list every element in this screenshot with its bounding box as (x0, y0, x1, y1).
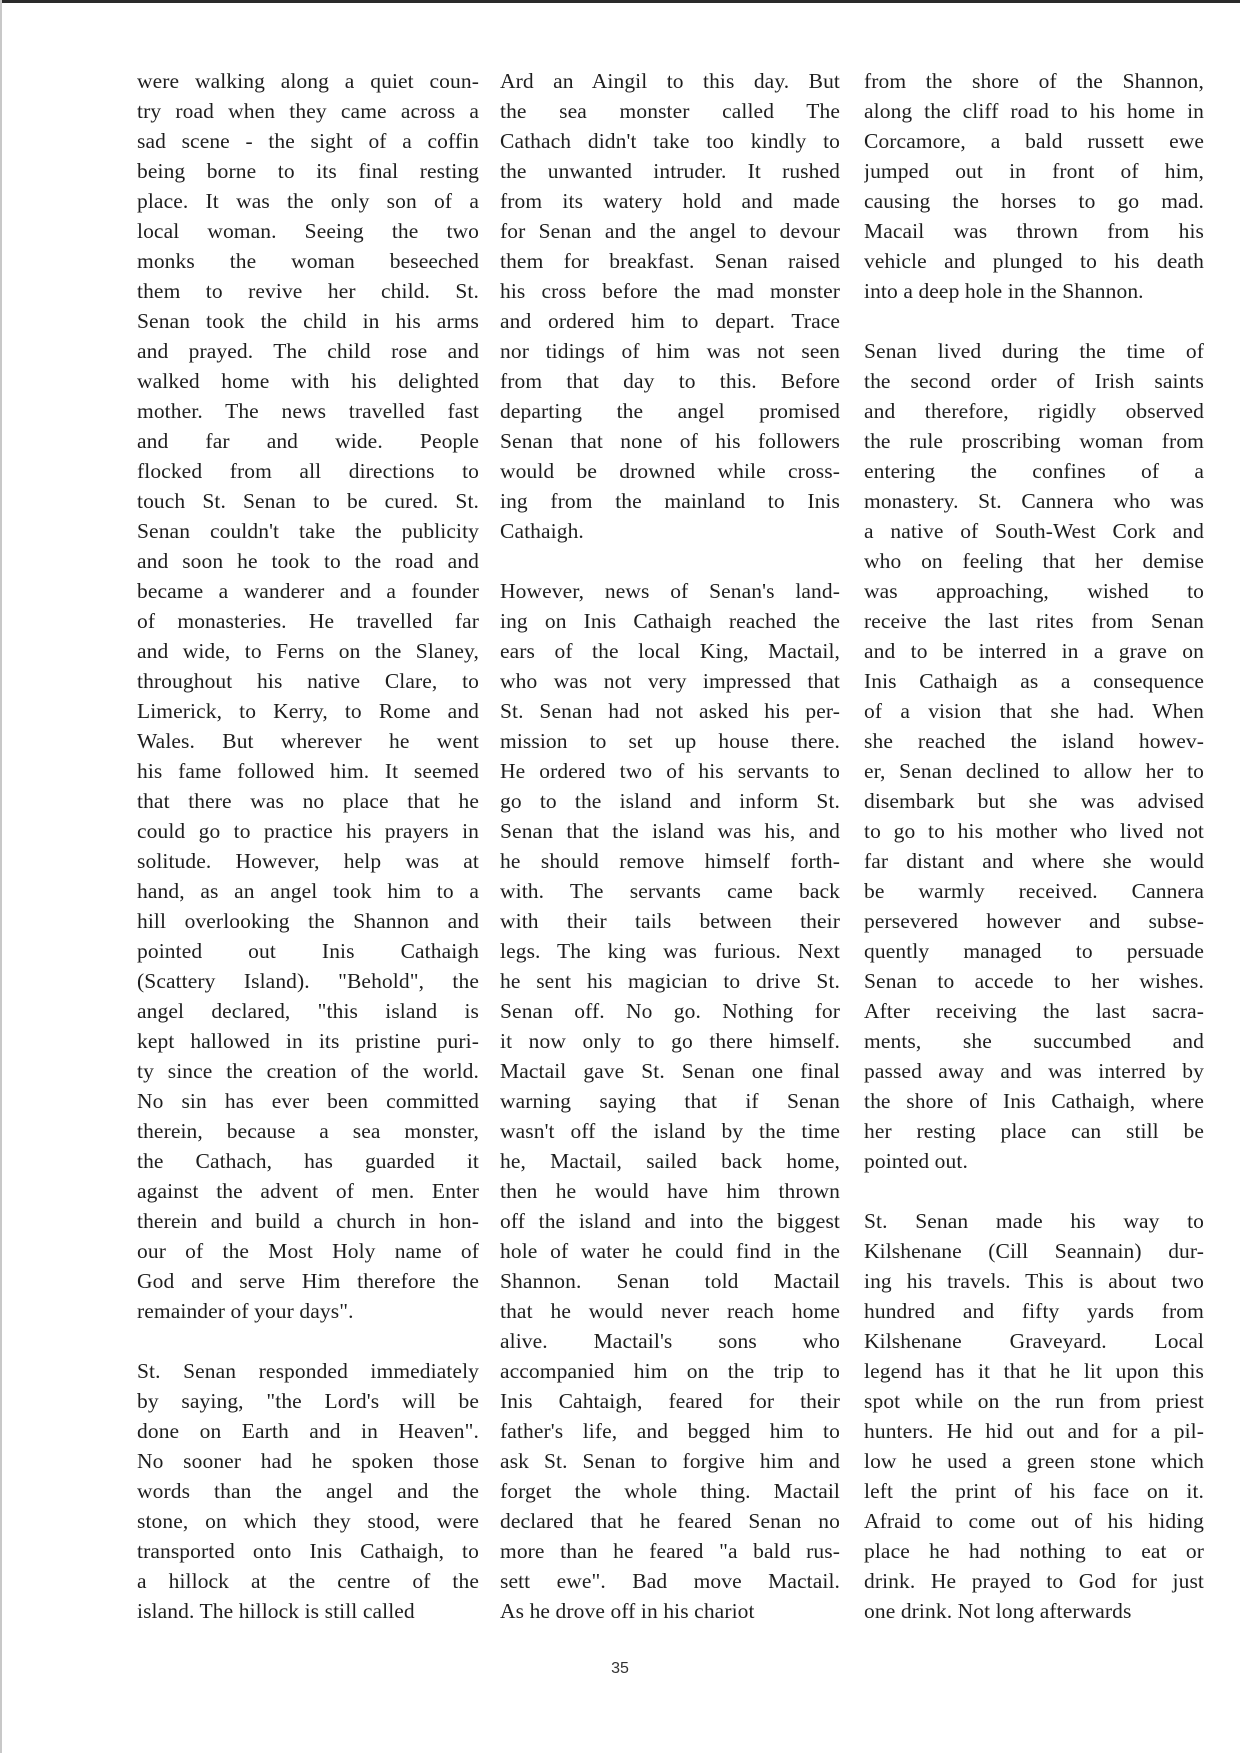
text-line: with. The servants came back (500, 879, 840, 903)
text-line: words than the angel and the (137, 1479, 479, 1503)
text-line: walked home with his delighted (137, 369, 479, 393)
text-line: passed away and was interred by (864, 1059, 1204, 1083)
text-column-3 (864, 66, 1204, 1626)
text-line: being borne to its final resting (137, 159, 479, 183)
text-line: After receiving the last sacra- (864, 999, 1204, 1023)
paragraph (137, 1356, 479, 1626)
text-line: therein and build a church in hon- (137, 1209, 479, 1233)
text-line: Macail was thrown from his (864, 219, 1204, 243)
text-line: However, news of Senan's land- (500, 579, 840, 603)
text-line: Senan off. No go. Nothing for (500, 999, 840, 1023)
text-line: then he would have him thrown (500, 1179, 840, 1203)
text-line: transported onto Inis Cathaigh, to (137, 1539, 479, 1563)
paragraph (864, 1206, 1204, 1626)
text-line: a hillock at the centre of the (137, 1569, 479, 1593)
text-line: by saying, "the Lord's will be (137, 1389, 479, 1413)
text-line: and far and wide. People (137, 429, 479, 453)
text-line: monastery. St. Cannera who was (864, 489, 1204, 513)
text-line: therein, because a sea monster, (137, 1119, 479, 1143)
text-line: accompanied him on the trip to (500, 1359, 840, 1383)
text-line: Kilshenane (Cill Seannain) dur- (864, 1239, 1204, 1263)
paragraph (864, 66, 1204, 306)
paragraph-gap (137, 1326, 479, 1356)
text-line: jumped out in front of him, (864, 159, 1204, 183)
paragraph-gap (864, 1176, 1204, 1206)
text-line: quently managed to persuade (864, 939, 1204, 963)
text-line: and soon he took to the road and (137, 549, 479, 573)
text-line: St. Senan had not asked his per- (500, 699, 840, 723)
text-line: drink. He prayed to God for just (864, 1569, 1204, 1593)
text-line: who was not very impressed that (500, 669, 840, 693)
text-line: the rule proscribing woman from (864, 429, 1204, 453)
text-column-1 (137, 66, 479, 1626)
text-line: ask St. Senan to forgive him and (500, 1449, 840, 1473)
page-edge (0, 0, 2, 1753)
text-line: the shore of Inis Cathaigh, where (864, 1089, 1204, 1113)
text-line: entering the confines of a (864, 459, 1204, 483)
text-line: place he had nothing to eat or (864, 1539, 1204, 1563)
text-line: kept hallowed in its pristine puri- (137, 1029, 479, 1053)
text-line: He ordered two of his servants to (500, 759, 840, 783)
text-line: done on Earth and in Heaven". (137, 1419, 479, 1443)
text-line: with their tails between their (500, 909, 840, 933)
text-line: left the print of his face on it. (864, 1479, 1204, 1503)
text-line: hundred and fifty yards from (864, 1299, 1204, 1323)
text-line: Mactail gave St. Senan one final (500, 1059, 840, 1083)
text-line: sett ewe". Bad move Mactail. (500, 1569, 840, 1593)
text-line: wasn't off the island by the time (500, 1119, 840, 1143)
text-line: the sea monster called The (500, 99, 840, 123)
paragraph (500, 66, 840, 546)
paragraph-gap (864, 306, 1204, 336)
text-line: solitude. However, help was at (137, 849, 479, 873)
text-line: pointed out. (864, 1149, 968, 1173)
text-line: the second order of Irish saints (864, 369, 1204, 393)
text-line: island. The hillock is still called (137, 1599, 415, 1623)
text-line: Ard an Aingil to this day. But (500, 69, 840, 93)
text-line: against the advent of men. Enter (137, 1179, 479, 1203)
text-line: low he used a green stone which (864, 1449, 1204, 1473)
text-line: them to revive her child. St. (137, 279, 479, 303)
text-line: ing on Inis Cathaigh reached the (500, 609, 840, 633)
text-line: touch St. Senan to be cured. St. (137, 489, 479, 513)
page-number: 35 (611, 1660, 629, 1677)
paragraph-gap (500, 546, 840, 576)
text-line: Inis Cathaigh as a consequence (864, 669, 1204, 693)
text-line: warning saying that if Senan (500, 1089, 840, 1113)
text-line: Corcamore, a bald russett ewe (864, 129, 1204, 153)
text-line: legend has it that he lit upon this (864, 1359, 1204, 1383)
text-line: God and serve Him therefore the (137, 1269, 479, 1293)
text-line: vehicle and plunged to his death (864, 249, 1204, 273)
text-line: hand, as an angel took him to a (137, 879, 479, 903)
text-line: his cross before the mad monster (500, 279, 840, 303)
text-line: Inis Cahtaigh, feared for their (500, 1389, 840, 1413)
text-line: disembark but she was advised (864, 789, 1204, 813)
text-line: local woman. Seeing the two (137, 219, 479, 243)
text-line: ing from the mainland to Inis (500, 489, 840, 513)
text-line: his fame followed him. It seemed (137, 759, 479, 783)
text-line: ing his travels. This is about two (864, 1269, 1204, 1293)
text-line: Limerick, to Kerry, to Rome and (137, 699, 479, 723)
text-line: to go to his mother who lived not (864, 819, 1204, 843)
text-line: Senan that the island was his, and (500, 819, 840, 843)
text-line: from its watery hold and made (500, 189, 840, 213)
text-line: became a wanderer and a founder (137, 579, 479, 603)
text-line: No sin has ever been committed (137, 1089, 479, 1113)
text-line: departing the angel promised (500, 399, 840, 423)
text-line: was approaching, wished to (864, 579, 1204, 603)
text-line: ty since the creation of the world. (137, 1059, 479, 1083)
text-line: she reached the island howev- (864, 729, 1204, 753)
text-line: and prayed. The child rose and (137, 339, 479, 363)
text-line: angel declared, "this island is (137, 999, 479, 1023)
text-line: No sooner had he spoken those (137, 1449, 479, 1473)
text-line: Senan lived during the time of (864, 339, 1204, 363)
text-line: could go to practice his prayers in (137, 819, 479, 843)
text-line: were walking along a quiet coun- (137, 69, 479, 93)
text-line: one drink. Not long afterwards (864, 1599, 1132, 1623)
text-line: As he drove off in his chariot (500, 1599, 755, 1623)
top-rule (0, 0, 1240, 3)
text-line: from that day to this. Before (500, 369, 840, 393)
text-line: it now only to go there himself. (500, 1029, 840, 1053)
text-line: hill overlooking the Shannon and (137, 909, 479, 933)
paragraph (137, 66, 479, 1326)
text-line: forget the whole thing. Mactail (500, 1479, 840, 1503)
text-line: he should remove himself forth- (500, 849, 840, 873)
text-line: that he would never reach home (500, 1299, 840, 1323)
text-line: far distant and where she would (864, 849, 1204, 873)
text-line: Senan that none of his followers (500, 429, 840, 453)
text-line: spot while on the run from priest (864, 1389, 1204, 1413)
text-line: from the shore of the Shannon, (864, 69, 1204, 93)
text-line: stone, on which they stood, were (137, 1509, 479, 1533)
text-line: he sent his magician to drive St. (500, 969, 840, 993)
text-line: the Cathach, has guarded it (137, 1149, 479, 1173)
text-column-2 (500, 66, 840, 1626)
text-line: of monasteries. He travelled far (137, 609, 479, 633)
text-line: pointed out Inis Cathaigh (137, 939, 479, 963)
text-line: he, Mactail, sailed back home, (500, 1149, 840, 1173)
text-line: causing the horses to go mad. (864, 189, 1204, 213)
text-line: place. It was the only son of a (137, 189, 479, 213)
text-line: Senan to accede to her wishes. (864, 969, 1204, 993)
text-line: them for breakfast. Senan raised (500, 249, 840, 273)
text-line: persevered however and subse- (864, 909, 1204, 933)
text-line: and therefore, rigidly observed (864, 399, 1204, 423)
text-line: receive the last rites from Senan (864, 609, 1204, 633)
text-line: the unwanted intruder. It rushed (500, 159, 840, 183)
text-line: Kilshenane Graveyard. Local (864, 1329, 1204, 1353)
text-line: our of the Most Holy name of (137, 1239, 479, 1263)
text-line: St. Senan responded immediately (137, 1359, 479, 1383)
text-line: sad scene - the sight of a coffin (137, 129, 479, 153)
text-line: legs. The king was furious. Next (500, 939, 840, 963)
text-line: that there was no place that he (137, 789, 479, 813)
text-line: Cathach didn't take too kindly to (500, 129, 840, 153)
text-line: flocked from all directions to (137, 459, 479, 483)
text-line: Senan took the child in his arms (137, 309, 479, 333)
text-line: try road when they came across a (137, 99, 479, 123)
text-line: declared that he feared Senan no (500, 1509, 840, 1533)
text-line: mother. The news travelled fast (137, 399, 479, 423)
text-line: mission to set up house there. (500, 729, 840, 753)
text-line: Senan couldn't take the publicity (137, 519, 479, 543)
text-line: throughout his native Clare, to (137, 669, 479, 693)
text-line: Shannon. Senan told Mactail (500, 1269, 840, 1293)
text-line: Wales. But wherever he went (137, 729, 479, 753)
text-line: be warmly received. Cannera (864, 879, 1204, 903)
text-line: hole of water he could find in the (500, 1239, 840, 1263)
text-line: would be drowned while cross- (500, 459, 840, 483)
text-line: go to the island and inform St. (500, 789, 840, 813)
text-line: monks the woman beseeched (137, 249, 479, 273)
text-line: father's life, and begged him to (500, 1419, 840, 1443)
text-line: alive. Mactail's sons who (500, 1329, 840, 1353)
text-line: her resting place can still be (864, 1119, 1204, 1143)
text-line: along the cliff road to his home in (864, 99, 1204, 123)
text-line: of a vision that she had. When (864, 699, 1204, 723)
text-line: Cathaigh. (500, 519, 584, 543)
text-line: ments, she succumbed and (864, 1029, 1204, 1053)
text-line: who on feeling that her demise (864, 549, 1204, 573)
text-line: er, Senan declined to allow her to (864, 759, 1204, 783)
text-line: off the island and into the biggest (500, 1209, 840, 1233)
text-line: remainder of your days". (137, 1299, 354, 1323)
text-line: more than he feared "a bald rus- (500, 1539, 840, 1563)
text-line: and ordered him to depart. Trace (500, 309, 840, 333)
text-line: a native of South-West Cork and (864, 519, 1204, 543)
paragraph (500, 576, 840, 1626)
text-line: St. Senan made his way to (864, 1209, 1204, 1233)
text-line: hunters. He hid out and for a pil- (864, 1419, 1204, 1443)
text-line: (Scattery Island). "Behold", the (137, 969, 479, 993)
text-line: for Senan and the angel to devour (500, 219, 840, 243)
text-line: Afraid to come out of his hiding (864, 1509, 1204, 1533)
text-line: and wide, to Ferns on the Slaney, (137, 639, 479, 663)
text-line: ears of the local King, Mactail, (500, 639, 840, 663)
text-line: into a deep hole in the Shannon. (864, 279, 1144, 303)
text-line: nor tidings of him was not seen (500, 339, 840, 363)
text-line: and to be interred in a grave on (864, 639, 1204, 663)
paragraph (864, 336, 1204, 1176)
